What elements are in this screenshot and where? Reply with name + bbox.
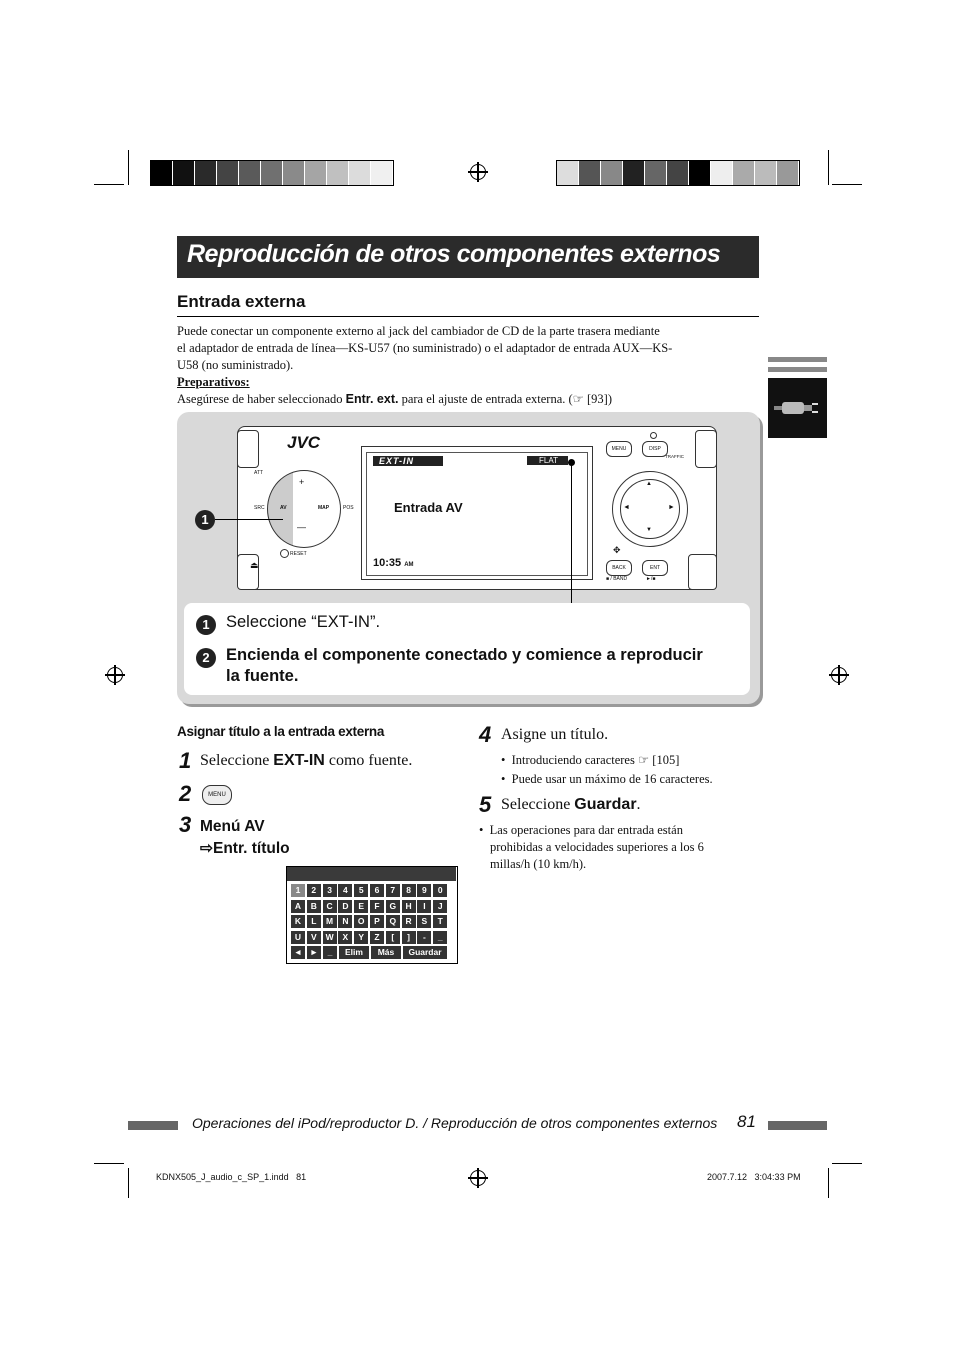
registration-mark-icon [107,667,123,683]
keyboard-key[interactable]: X [338,931,352,944]
arrow-right-icon: ► [668,504,675,511]
step-text: Asigne un título. [501,726,609,743]
prep-line [177,391,762,408]
menu-path: ⇨Entr. título [200,840,290,857]
section-heading: Entrada externa [177,292,306,311]
eject-icon: ⏏ [250,560,259,570]
av-label: AV [280,505,287,511]
assign-heading: Asignar título a la entrada externa [177,724,385,739]
step-line: la fuente. [226,667,299,685]
side-tab-stripe [768,367,827,372]
menu-path: Menú AV [200,818,265,835]
keyboard-key[interactable]: _ [433,931,447,944]
arrow-left-icon: ◄ [623,504,630,511]
note-line: millas/h (10 km/h). [490,857,587,871]
unit-side-tab [688,554,717,590]
crop-mark [128,1168,129,1198]
step-text-part: como fuente. [328,752,413,769]
keyboard-key[interactable]: V [307,931,321,944]
note [479,822,749,873]
menu-button-icon: MENU [202,785,232,805]
keyboard-key[interactable]: - [417,931,431,944]
ent-button[interactable]: ENT [642,560,668,576]
keyboard-key[interactable]: ◄ [291,946,305,959]
eq-callout-dot [568,459,575,466]
step-number: 2 [179,781,192,806]
pos-label: POS [343,505,354,511]
step-text [200,752,412,770]
footer-bar-right [768,1121,827,1130]
joystick-icon: ✥ [613,545,621,555]
screen-source-label: Entrada AV [394,500,463,515]
registration-mark-icon [470,164,486,180]
source-indicator: EXT-IN [373,456,443,466]
keyboard-key[interactable]: R [402,915,416,928]
keyboard-key[interactable]: C [323,900,337,913]
keyboard-key[interactable]: 7 [386,884,400,897]
crop-mark [828,150,829,185]
step-number: 5 [479,792,492,817]
plug-icon [768,378,827,438]
keyboard-key[interactable]: 8 [402,884,416,897]
clock-time: 10:35 [373,557,402,569]
keyboard-key[interactable]: L [307,915,321,928]
step-number: 1 [196,615,216,635]
src-label: SRC [254,505,265,511]
step-number: 3 [179,812,192,837]
crop-mark [832,1163,862,1164]
registration-mark-icon [470,1170,486,1186]
volume-minus: — [297,522,306,532]
keyboard-key[interactable]: 3 [323,884,337,897]
intro-line: el adaptador de entrada de línea—KS-U57 (no suministrado) o el adaptador de entrada AUX—KS- [177,341,673,355]
color-bar-left [150,160,394,186]
bullet-text: Introduciendo caracteres ☞ [105] [511,753,680,767]
keyboard-key[interactable]: 0 [433,884,447,897]
prep-label: Preparativos: [177,375,250,389]
callout-line [215,519,283,520]
keyboard-key[interactable]: S [417,915,431,928]
keyboard-key[interactable]: H [402,900,416,913]
map-label: MAP [318,505,330,511]
step-text [501,796,641,814]
crop-mark [832,184,862,185]
prep-setting: Entr. ext. [345,392,399,406]
att-label: ATT [254,470,264,476]
keyboard-key[interactable]: B [307,900,321,913]
prep-text: Asegúrese de haber seleccionado [177,392,343,406]
keyboard-key[interactable]: N [338,915,352,928]
side-tab-stripe [768,357,827,362]
volume-plus: + [299,477,305,487]
keyboard-key[interactable]: K [291,915,305,928]
date-info: 2007.7.12 3:04:33 PM [707,1172,801,1182]
eq-callout-line [571,462,572,620]
keyboard-key[interactable]: Q [386,915,400,928]
brand-logo: JVC [287,433,321,452]
file-info: KDNX505_J_audio_c_SP_1.indd 81 [156,1172,307,1182]
unit-side-tab [695,430,717,468]
step-text-part: . [636,796,641,813]
intro-line: U58 (no suministrado). [177,358,294,372]
note-line: prohibidas a velocidades superiores a los 6 [490,840,704,854]
keyboard-key[interactable]: 2 [307,884,321,897]
step-text [200,816,290,860]
bullet-list [501,752,713,788]
menu-button[interactable]: MENU [606,441,632,457]
back-button[interactable]: BACK [606,560,632,576]
keyboard-key[interactable]: Guardar [403,946,447,959]
eq-indicator: FLAT [527,456,568,465]
step-line: Encienda el componente conectado y comience a reproducir [226,646,703,664]
note-text: Las operaciones para dar entrada están [489,823,683,837]
keyboard-key[interactable]: Elim [339,946,369,959]
intro-line: Puede conectar un componente externo al jack del cambiador de CD de la parte trasera mediante [177,324,660,338]
section-rule [177,316,759,317]
clock [373,557,414,569]
note-line: • Las operaciones para dar entrada están [479,823,683,837]
keyboard-key[interactable]: W [323,931,337,944]
keyboard-key[interactable]: P [370,915,384,928]
keyboard-key[interactable]: ► [307,946,321,959]
arrow-up-icon: ▲ [646,481,652,487]
save-name: Guardar [574,796,637,813]
step-number: 4 [479,722,492,747]
arrow-down-icon: ▼ [646,527,652,533]
step-text-part: Seleccione [501,796,571,813]
step-text [226,645,703,687]
step-number: 2 [196,648,216,668]
disp-button[interactable]: DISP [642,441,668,457]
source-name: EXT-IN [273,752,325,769]
intro-paragraph [177,323,762,408]
keyboard-key[interactable]: U [291,931,305,944]
step-text: Seleccione “EXT-IN”. [226,613,381,631]
bullet-text: Puede usar un máximo de 16 caracteres. [511,772,713,786]
keyboard-key[interactable]: 4 [338,884,352,897]
side-tab [768,378,827,438]
step-text-part: Seleccione [200,752,270,769]
traffic-label: TRAFFIC [665,454,684,459]
keyboard-key[interactable]: 5 [354,884,368,897]
color-bar-right [556,160,800,186]
keyboard-key[interactable]: Z [370,931,384,944]
page-title-bar [177,236,759,278]
band-label: ■ / BAND [606,576,628,582]
keyboard-key[interactable]: D [338,900,352,913]
bullet-item: • Introduciendo caracteres ☞ [105] [501,753,680,767]
keyboard-key[interactable]: Y [354,931,368,944]
keyboard-key[interactable]: Más [371,946,401,959]
keyboard-key[interactable]: G [386,900,400,913]
play-label: ►/■ [646,576,656,582]
crop-mark [94,184,124,185]
keyboard-key[interactable]: [ [386,931,400,944]
keyboard-key[interactable]: M [323,915,337,928]
prep-text: para el ajuste de entrada externa. (☞ [93]) [401,392,612,406]
clock-ampm: AM [404,562,414,568]
crop-mark [128,150,129,185]
running-footer: Operaciones del iPod/reproductor D. / Reproducción de otros componentes externos [192,1115,718,1131]
keyboard-key[interactable]: A [291,900,305,913]
keyboard-key[interactable]: I [417,900,431,913]
crop-mark [94,1163,124,1164]
crop-mark [828,1168,829,1198]
keyboard-key[interactable]: T [433,915,447,928]
reset-button[interactable] [280,549,289,558]
keyboard-key[interactable]: 1 [291,884,305,897]
keyboard-key[interactable]: E [354,900,368,913]
keyboard-key[interactable]: 9 [417,884,431,897]
search-icon [650,432,657,439]
footer-bar-left [128,1121,178,1130]
keyboard-key[interactable]: F [370,900,384,913]
registration-mark-icon [831,667,847,683]
keyboard-key[interactable]: _ [323,946,337,959]
bullet-item: • Puede usar un máximo de 16 caracteres. [501,772,713,786]
reset-label: RESET [290,551,307,557]
keyboard-key[interactable]: 6 [370,884,384,897]
unit-side-tab [237,430,259,468]
keyboard-key[interactable]: ] [402,931,416,944]
page-title: Reproducción de otros componentes externos [187,240,721,268]
callout-number: 1 [195,510,215,530]
keyboard-key[interactable]: J [433,900,447,913]
keyboard-title-bar [287,867,456,881]
step-number: 1 [179,748,192,773]
keyboard-key[interactable]: O [354,915,368,928]
page-number: 81 [737,1112,756,1131]
